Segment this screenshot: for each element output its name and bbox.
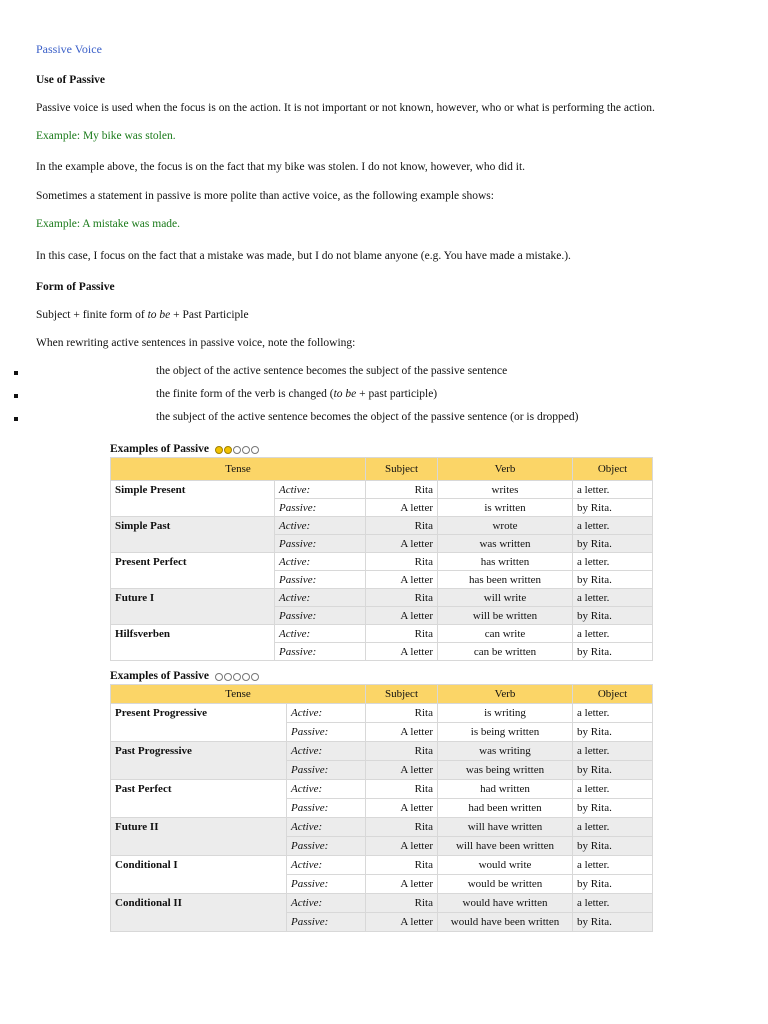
header-subject: Subject [366, 458, 438, 481]
rating-dot-icon [251, 446, 259, 454]
rating-dot-icon [215, 673, 223, 681]
verb-cell: will have written [438, 818, 573, 837]
bullet-icon [14, 417, 18, 421]
subject-cell: Rita [366, 818, 438, 837]
rating-dot-icon [215, 446, 223, 454]
form-label: Active: [275, 517, 366, 535]
polite-paragraph: Sometimes a statement in passive is more polite than active voice, as the following example shows: [36, 190, 494, 202]
bullet-text-a: the finite form of the verb is changed ( [156, 388, 334, 400]
object-cell: by Rita. [573, 913, 653, 932]
form-label: Passive: [287, 723, 366, 742]
rating-dot-icon [251, 673, 259, 681]
examples-table-2 [110, 684, 653, 932]
explain-paragraph-2: In this case, I focus on the fact that a mistake was made, but I do not blame anyone (e.g. You have made a mistake.). [36, 250, 571, 262]
object-cell: by Rita. [573, 571, 653, 589]
verb-cell: would write [438, 856, 573, 875]
rating-dot-icon [224, 673, 232, 681]
form-label: Active: [287, 704, 366, 723]
tense-name: Future I [111, 589, 275, 625]
form-label: Passive: [287, 761, 366, 780]
difficulty-rating-icon [215, 443, 260, 455]
object-cell: a letter. [573, 589, 653, 607]
bullet-icon [14, 371, 18, 375]
examples-table-1 [110, 457, 653, 661]
rating-dot-icon [224, 446, 232, 454]
verb-cell: was being written [438, 761, 573, 780]
form-label: Active: [287, 856, 366, 875]
bullet-text: the subject of the active sentence becomes the object of the passive sentence (or is dropped) [156, 411, 579, 423]
subject-cell: A letter [366, 913, 438, 932]
bullet-text [156, 388, 437, 400]
verb-cell: was written [438, 535, 573, 553]
object-cell: a letter. [573, 517, 653, 535]
tense-name: Conditional I [111, 856, 287, 894]
subject-cell: A letter [366, 499, 438, 517]
verb-cell: is written [438, 499, 573, 517]
bullet-item [0, 411, 768, 427]
table-row-active [111, 780, 653, 799]
rating-dot-icon [233, 673, 241, 681]
bullet-text-to-be: to be [333, 388, 357, 400]
rating-dot-icon [242, 446, 250, 454]
table1-caption [110, 443, 260, 455]
verb-cell: will write [438, 589, 573, 607]
form-label: Active: [287, 818, 366, 837]
object-cell: a letter. [573, 780, 653, 799]
tense-name: Present Perfect [111, 553, 275, 589]
subject-cell: A letter [366, 607, 438, 625]
verb-cell: can be written [438, 643, 573, 661]
table-header-row [111, 458, 653, 481]
verb-cell: has been written [438, 571, 573, 589]
table-row-active [111, 742, 653, 761]
form-label: Active: [275, 625, 366, 643]
object-cell: by Rita. [573, 761, 653, 780]
object-cell: a letter. [573, 625, 653, 643]
form-text-to-be: to be [147, 309, 171, 321]
table-header-row [111, 685, 653, 704]
object-cell: a letter. [573, 742, 653, 761]
example-2: Example: A mistake was made. [36, 218, 181, 230]
form-label: Passive: [275, 607, 366, 625]
difficulty-rating-icon [215, 670, 260, 682]
verb-cell: would be written [438, 875, 573, 894]
verb-cell: will have been written [438, 837, 573, 856]
form-label: Passive: [287, 913, 366, 932]
object-cell: a letter. [573, 856, 653, 875]
form-label: Active: [287, 742, 366, 761]
verb-cell: can write [438, 625, 573, 643]
table-row-active [111, 481, 653, 499]
subject-cell: Rita [366, 553, 438, 571]
object-cell: a letter. [573, 481, 653, 499]
form-label: Passive: [287, 837, 366, 856]
tense-name: Hilfsverben [111, 625, 275, 661]
tense-name: Present Progressive [111, 704, 287, 742]
header-tense: Tense [111, 685, 366, 704]
form-text-c: + Past Participle [170, 309, 249, 321]
table1-caption-text: Examples of Passive [110, 443, 210, 455]
rewrite-paragraph: When rewriting active sentences in passive voice, note the following: [36, 337, 356, 349]
verb-cell: wrote [438, 517, 573, 535]
subject-cell: Rita [366, 704, 438, 723]
tense-name: Simple Past [111, 517, 275, 553]
verb-cell: is being written [438, 723, 573, 742]
subject-cell: A letter [366, 799, 438, 818]
page-title: Passive Voice [36, 42, 102, 56]
subject-cell: Rita [366, 481, 438, 499]
form-label: Passive: [275, 571, 366, 589]
form-heading: Form of Passive [36, 281, 115, 293]
form-label: Active: [275, 589, 366, 607]
form-formula [36, 309, 249, 321]
object-cell: a letter. [573, 553, 653, 571]
object-cell: a letter. [573, 818, 653, 837]
header-tense: Tense [111, 458, 366, 481]
bullet-item [0, 388, 768, 404]
form-label: Active: [275, 481, 366, 499]
bullet-icon [14, 394, 18, 398]
example-1: Example: My bike was stolen. [36, 130, 176, 142]
tense-name: Past Perfect [111, 780, 287, 818]
rating-dot-icon [242, 673, 250, 681]
verb-cell: had been written [438, 799, 573, 818]
verb-cell: has written [438, 553, 573, 571]
verb-cell: writes [438, 481, 573, 499]
object-cell: a letter. [573, 894, 653, 913]
form-label: Passive: [275, 535, 366, 553]
object-cell: by Rita. [573, 535, 653, 553]
header-subject: Subject [366, 685, 438, 704]
bullet-text: the object of the active sentence becomes the subject of the passive sentence [156, 365, 508, 377]
explain-paragraph-1: In the example above, the focus is on the fact that my bike was stolen. I do not know, however, who did it. [36, 161, 526, 173]
subject-cell: Rita [366, 894, 438, 913]
table-row-active [111, 894, 653, 913]
table-row-active [111, 517, 653, 535]
form-label: Active: [275, 553, 366, 571]
subject-cell: Rita [366, 517, 438, 535]
header-verb: Verb [438, 685, 573, 704]
subject-cell: Rita [366, 780, 438, 799]
tense-name: Simple Present [111, 481, 275, 517]
verb-cell: was writing [438, 742, 573, 761]
use-heading: Use of Passive [36, 74, 105, 86]
object-cell: a letter. [573, 704, 653, 723]
header-object: Object [573, 458, 653, 481]
object-cell: by Rita. [573, 875, 653, 894]
form-label: Passive: [275, 499, 366, 517]
form-label: Active: [287, 894, 366, 913]
subject-cell: A letter [366, 643, 438, 661]
subject-cell: A letter [366, 837, 438, 856]
tense-name: Past Progressive [111, 742, 287, 780]
verb-cell: had written [438, 780, 573, 799]
form-label: Active: [287, 780, 366, 799]
subject-cell: A letter [366, 875, 438, 894]
table-row-active [111, 818, 653, 837]
table2-caption-text: Examples of Passive [110, 670, 210, 682]
table-row-active [111, 625, 653, 643]
subject-cell: Rita [366, 625, 438, 643]
header-verb: Verb [438, 458, 573, 481]
table-row-active [111, 856, 653, 875]
object-cell: by Rita. [573, 499, 653, 517]
use-paragraph: Passive voice is used when the focus is on the action. It is not important or not known, however, who or what is performing the action. [36, 102, 655, 114]
rating-dot-icon [233, 446, 241, 454]
tense-name: Conditional II [111, 894, 287, 932]
verb-cell: would have been written [438, 913, 573, 932]
bullet-item [0, 365, 768, 381]
form-label: Passive: [287, 799, 366, 818]
header-object: Object [573, 685, 653, 704]
subject-cell: A letter [366, 535, 438, 553]
subject-cell: Rita [366, 589, 438, 607]
verb-cell: is writing [438, 704, 573, 723]
subject-cell: Rita [366, 742, 438, 761]
table-row-active [111, 704, 653, 723]
tense-name: Future II [111, 818, 287, 856]
object-cell: by Rita. [573, 837, 653, 856]
verb-cell: will be written [438, 607, 573, 625]
form-label: Passive: [275, 643, 366, 661]
table-row-active [111, 589, 653, 607]
subject-cell: A letter [366, 571, 438, 589]
bullet-text-c: + past participle) [356, 388, 438, 400]
object-cell: by Rita. [573, 799, 653, 818]
table-row-active [111, 553, 653, 571]
verb-cell: would have written [438, 894, 573, 913]
subject-cell: A letter [366, 761, 438, 780]
subject-cell: A letter [366, 723, 438, 742]
subject-cell: Rita [366, 856, 438, 875]
table2-body [111, 704, 653, 932]
table2-caption [110, 670, 260, 682]
table1-body [111, 481, 653, 661]
object-cell: by Rita. [573, 607, 653, 625]
form-text-a: Subject + finite form of [36, 309, 148, 321]
object-cell: by Rita. [573, 723, 653, 742]
object-cell: by Rita. [573, 643, 653, 661]
form-label: Passive: [287, 875, 366, 894]
